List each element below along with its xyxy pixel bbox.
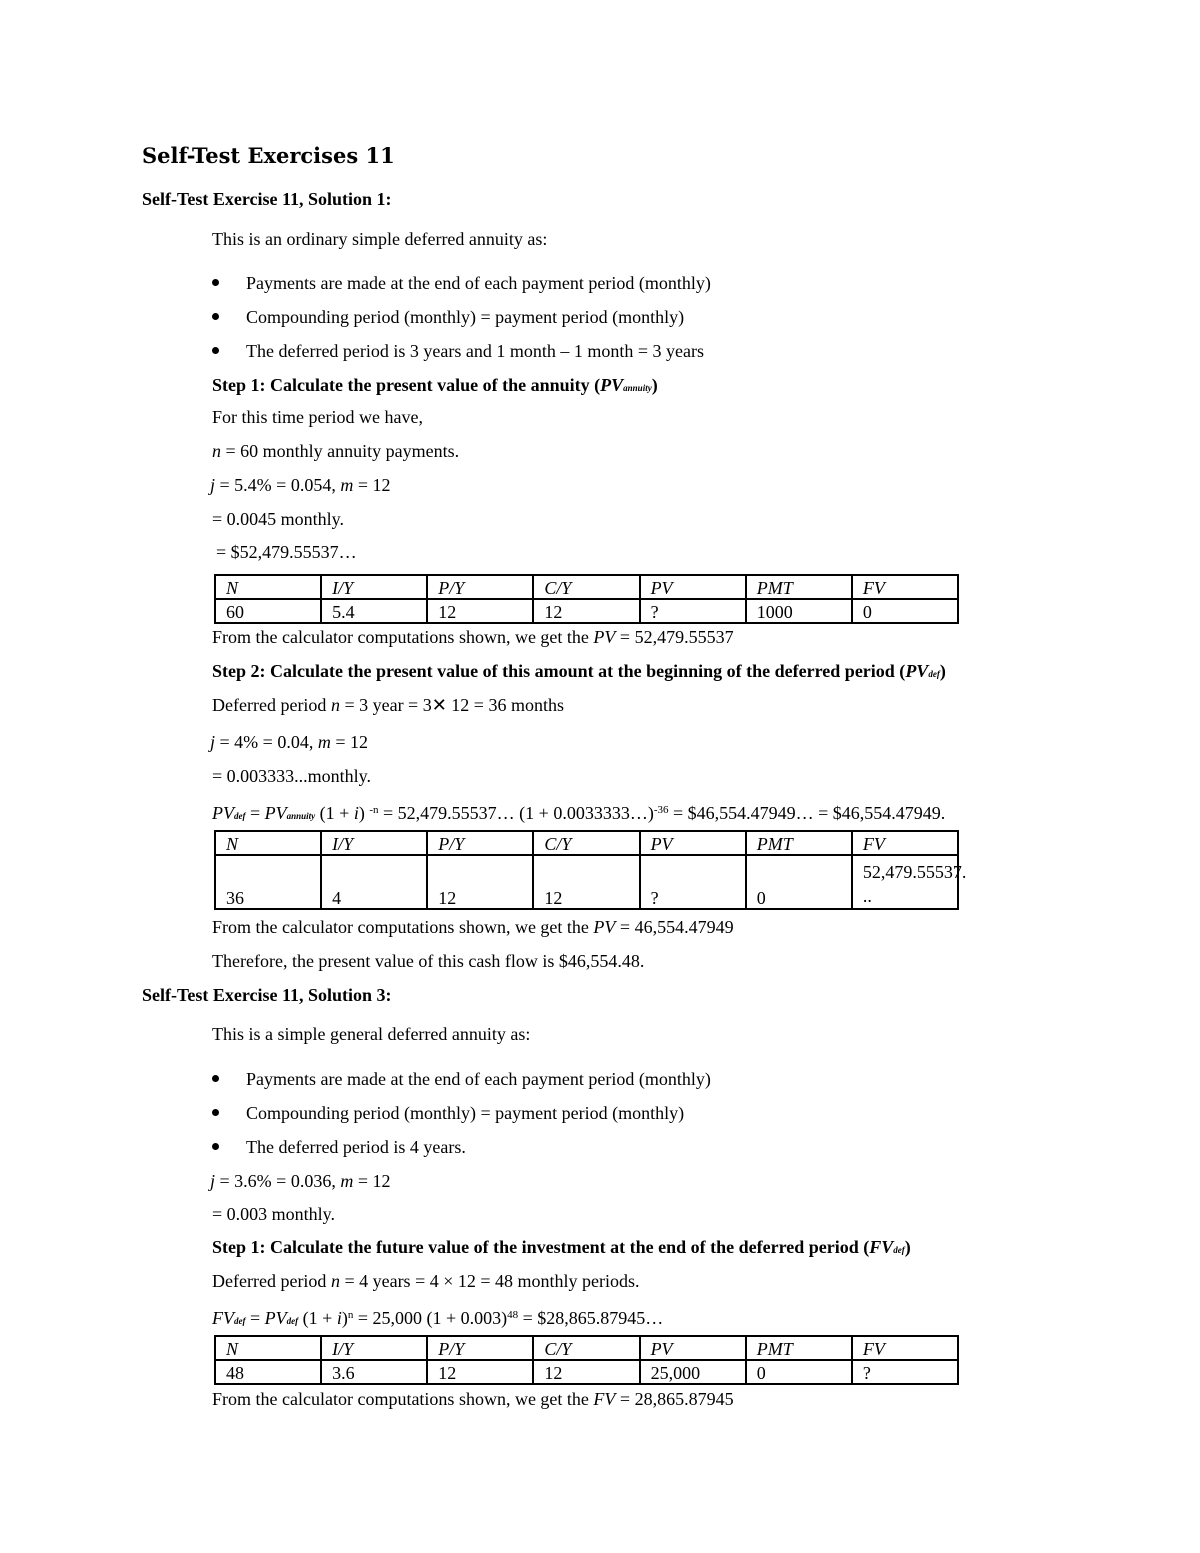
calculator-table	[214, 574, 959, 624]
variable: n	[212, 441, 221, 461]
text: = 12	[353, 475, 391, 495]
text: = $46,554.47949… = $46,554.47949.	[668, 803, 946, 823]
table-cell: ?	[640, 855, 746, 909]
text: From the calculator computations shown, we get the	[212, 627, 594, 647]
calculator-table	[214, 1335, 959, 1385]
symbol: PV	[264, 803, 287, 823]
table-cell: 5.4	[321, 599, 427, 623]
bullet-item: Payments are made at the end of each payment period (monthly)	[246, 273, 711, 293]
table-cell: 12	[533, 599, 639, 623]
text-line	[210, 731, 368, 753]
table-cell: 48	[215, 1360, 321, 1384]
text-line	[212, 1270, 640, 1292]
table-cell: 12	[533, 855, 639, 909]
table-header-row	[215, 831, 958, 855]
table-cell: 1000	[746, 599, 852, 623]
solution-3-intro: This is a simple general deferred annuity as:	[212, 1024, 531, 1044]
table-header: P/Y	[427, 831, 533, 855]
text-line	[212, 694, 564, 716]
text-line: = 0.0045 monthly.	[212, 509, 344, 529]
table-header: FV	[852, 575, 958, 599]
text: = 12	[330, 732, 368, 752]
text: Deferred period	[212, 695, 331, 715]
table-row	[215, 855, 958, 909]
text: = 5.4% = 0.054,	[215, 475, 341, 495]
table-cell: 60	[215, 599, 321, 623]
variable: j	[210, 475, 216, 495]
variable: i	[336, 1308, 342, 1328]
text: Deferred period	[212, 1271, 331, 1291]
variable: j	[210, 732, 216, 752]
symbol: PV	[593, 917, 616, 937]
close-paren: )	[904, 1237, 911, 1257]
variable: n	[330, 695, 340, 715]
table-row	[215, 599, 958, 623]
text: = 52,479.55537… (1 + 0.0033333…)	[378, 803, 654, 823]
text-line: = 0.003 monthly.	[212, 1204, 335, 1224]
superscript: n	[347, 1309, 354, 1321]
table-row	[215, 1360, 958, 1384]
table-cell: ?	[640, 599, 746, 623]
subscript: def	[286, 1316, 299, 1326]
subscript: def	[893, 1245, 905, 1255]
table-cell: ?	[852, 1360, 958, 1384]
table-cell: 12	[533, 1360, 639, 1384]
result-line	[212, 626, 734, 648]
subscript: annuity	[623, 383, 652, 393]
text-line	[210, 1170, 390, 1192]
symbol: FV	[212, 1308, 234, 1328]
text: = 4 years = 4 × 12 = 48 monthly periods.	[339, 1271, 640, 1291]
symbol: PV	[264, 1308, 287, 1328]
table-header: PV	[640, 575, 746, 599]
variable: m	[340, 1171, 354, 1191]
variable: j	[210, 1171, 216, 1191]
table-cell	[852, 855, 967, 909]
step-1-heading	[212, 1236, 911, 1261]
solution-3-heading: Self-Test Exercise 11, Solution 3:	[142, 985, 392, 1005]
text-line: = 0.003333...monthly.	[212, 766, 371, 786]
table-cell: 0	[852, 599, 958, 623]
table-cell: 25,000	[640, 1360, 746, 1384]
step-label: Step 1: Calculate the present value of the annuity (	[212, 375, 601, 395]
text: (1 +	[315, 803, 354, 823]
text: = 25,000 (1 + 0.003)	[353, 1308, 508, 1328]
solution-1-intro: This is an ordinary simple deferred annuity as:	[212, 229, 548, 249]
table-header-row	[215, 1336, 958, 1360]
text: = 60 monthly annuity payments.	[221, 441, 460, 461]
calculator-table	[214, 830, 967, 910]
solution-1-heading: Self-Test Exercise 11, Solution 1:	[142, 189, 392, 209]
table-cell: 12	[427, 1360, 533, 1384]
symbol: PV	[905, 661, 929, 681]
table-header: PMT	[746, 1336, 852, 1360]
conclusion-line: Therefore, the present value of this cash flow is $46,554.48.	[212, 951, 645, 971]
table-header: I/Y	[321, 575, 427, 599]
text: = 52,479.55537	[615, 627, 734, 647]
fv-value-line2: ..	[862, 886, 872, 906]
table-header: I/Y	[321, 831, 427, 855]
close-paren: )	[651, 375, 658, 395]
step-2-heading	[212, 660, 946, 685]
step-label: Step 2: Calculate the present value of this amount at the beginning of the deferred period (	[212, 661, 906, 681]
close-paren: )	[939, 661, 946, 681]
text: )	[358, 803, 370, 823]
table-header-row	[215, 575, 958, 599]
table-header: FV	[852, 831, 958, 855]
text: = 3 year = 3✕ 12 = 36 months	[339, 695, 564, 715]
table-cell: 36	[215, 855, 321, 909]
symbol: FV	[869, 1237, 894, 1257]
table-header: N	[215, 575, 321, 599]
table-header: P/Y	[427, 575, 533, 599]
bullet-item: The deferred period is 3 years and 1 month – 1 month = 3 years	[246, 341, 705, 361]
table-header: PV	[640, 1336, 746, 1360]
text: = 28,865.87945	[615, 1389, 734, 1409]
symbol: PV	[212, 803, 234, 823]
text: =	[245, 1308, 265, 1328]
table-cell: 3.6	[321, 1360, 427, 1384]
variable: m	[340, 475, 354, 495]
subscript: annuity	[286, 811, 316, 821]
bullet-item: Compounding period (monthly) = payment period (monthly)	[246, 307, 685, 327]
table-header: PMT	[746, 575, 852, 599]
table-header: FV	[852, 1336, 958, 1360]
table-cell: 12	[427, 599, 533, 623]
text: From the calculator computations shown, we get the	[212, 917, 594, 937]
fv-value-line1: 52,479.55537.	[862, 862, 967, 882]
text: = 46,554.47949	[615, 917, 734, 937]
text: (1 +	[298, 1308, 337, 1328]
result-line	[212, 1388, 734, 1410]
symbol: PV	[593, 627, 616, 647]
step-label: Step 1: Calculate the future value of the investment at the end of the deferred period (	[212, 1237, 870, 1257]
text-line: For this time period we have,	[212, 407, 423, 427]
table-header: N	[215, 1336, 321, 1360]
subscript: def	[928, 669, 940, 679]
variable: m	[317, 732, 331, 752]
text: = 12	[353, 1171, 391, 1191]
table-header: C/Y	[533, 575, 639, 599]
superscript: -36	[653, 804, 669, 816]
table-cell: 12	[427, 855, 533, 909]
table-cell: 0	[746, 1360, 852, 1384]
page-title: Self-Test Exercises 11	[142, 143, 395, 168]
text: From the calculator computations shown, we get the	[212, 1389, 594, 1409]
superscript: 48	[507, 1309, 519, 1321]
result-line	[212, 916, 734, 938]
text-line: = $52,479.55537…	[216, 542, 357, 562]
text-line	[210, 474, 390, 496]
table-header: I/Y	[321, 1336, 427, 1360]
text: )	[341, 1308, 348, 1328]
text: = 4% = 0.04,	[215, 732, 318, 752]
bullet-item: Payments are made at the end of each payment period (monthly)	[246, 1069, 711, 1089]
formula-line	[212, 1304, 663, 1332]
bullet-item: Compounding period (monthly) = payment period (monthly)	[246, 1103, 685, 1123]
subscript: def	[234, 811, 246, 821]
table-header: N	[215, 831, 321, 855]
bullet-item: The deferred period is 4 years.	[246, 1137, 466, 1157]
variable: n	[330, 1271, 340, 1291]
text: = $28,865.87945…	[518, 1308, 664, 1328]
table-header: PMT	[746, 831, 852, 855]
table-cell: 4	[321, 855, 427, 909]
table-header: C/Y	[533, 831, 639, 855]
text: =	[245, 803, 265, 823]
text-line	[212, 440, 459, 462]
text: = 3.6% = 0.036,	[215, 1171, 341, 1191]
subscript: def	[234, 1316, 246, 1326]
formula-line	[212, 799, 945, 827]
table-header: PV	[640, 831, 746, 855]
symbol: PV	[600, 375, 624, 395]
table-header: C/Y	[533, 1336, 639, 1360]
table-header: P/Y	[427, 1336, 533, 1360]
table-cell: 0	[746, 855, 852, 909]
symbol: FV	[593, 1389, 616, 1409]
superscript: -n	[369, 804, 379, 816]
step-1-heading	[212, 374, 658, 399]
variable: i	[353, 803, 359, 823]
